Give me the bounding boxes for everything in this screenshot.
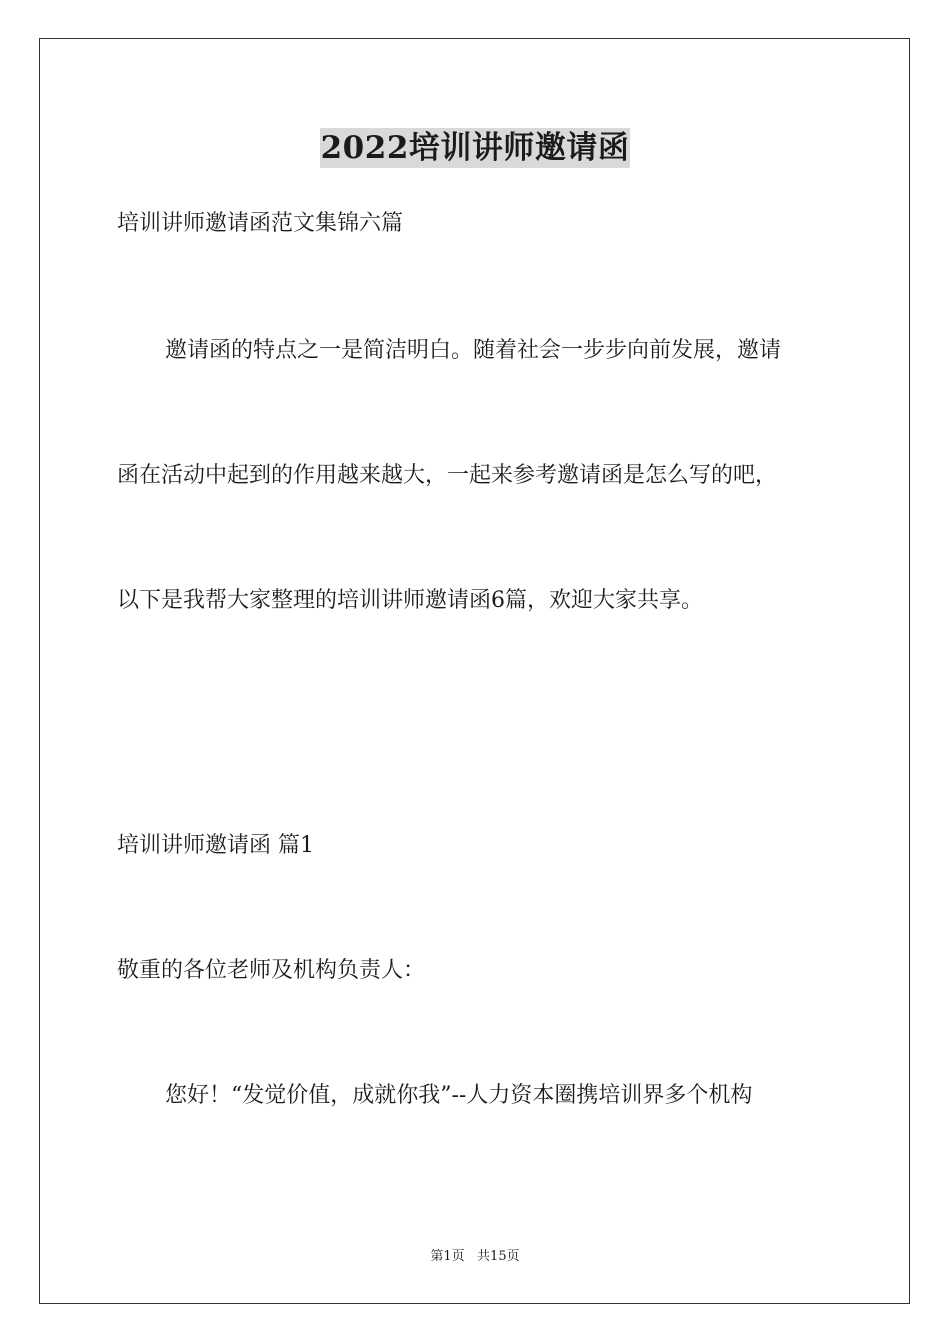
intro-line-2: 函在活动中起到的作用越来越大，一起来参考邀请函是怎么写的吧， (117, 463, 778, 488)
intro-line-1: 邀请函的特点之一是简洁明白。随着社会一步步向前发展，邀请 (165, 338, 782, 363)
intro-line-3: 以下是我帮大家整理的培训讲师邀请函6篇，欢迎大家共享。 (117, 588, 703, 613)
page-number-footer: 第1页 共15页 (430, 1249, 520, 1264)
salutation: 敬重的各位老师及机构负责人： (117, 958, 426, 983)
body-line: 您好！“发觉价值，成就你我”--人力资本圈携培训界多个机构 (165, 1083, 753, 1108)
document-title: 2022培训讲师邀请函 (320, 130, 630, 166)
document-subtitle: 培训讲师邀请函范文集锦六篇 (117, 211, 404, 236)
title-container (0, 128, 950, 168)
section-heading: 培训讲师邀请函 篇1 (117, 833, 314, 858)
